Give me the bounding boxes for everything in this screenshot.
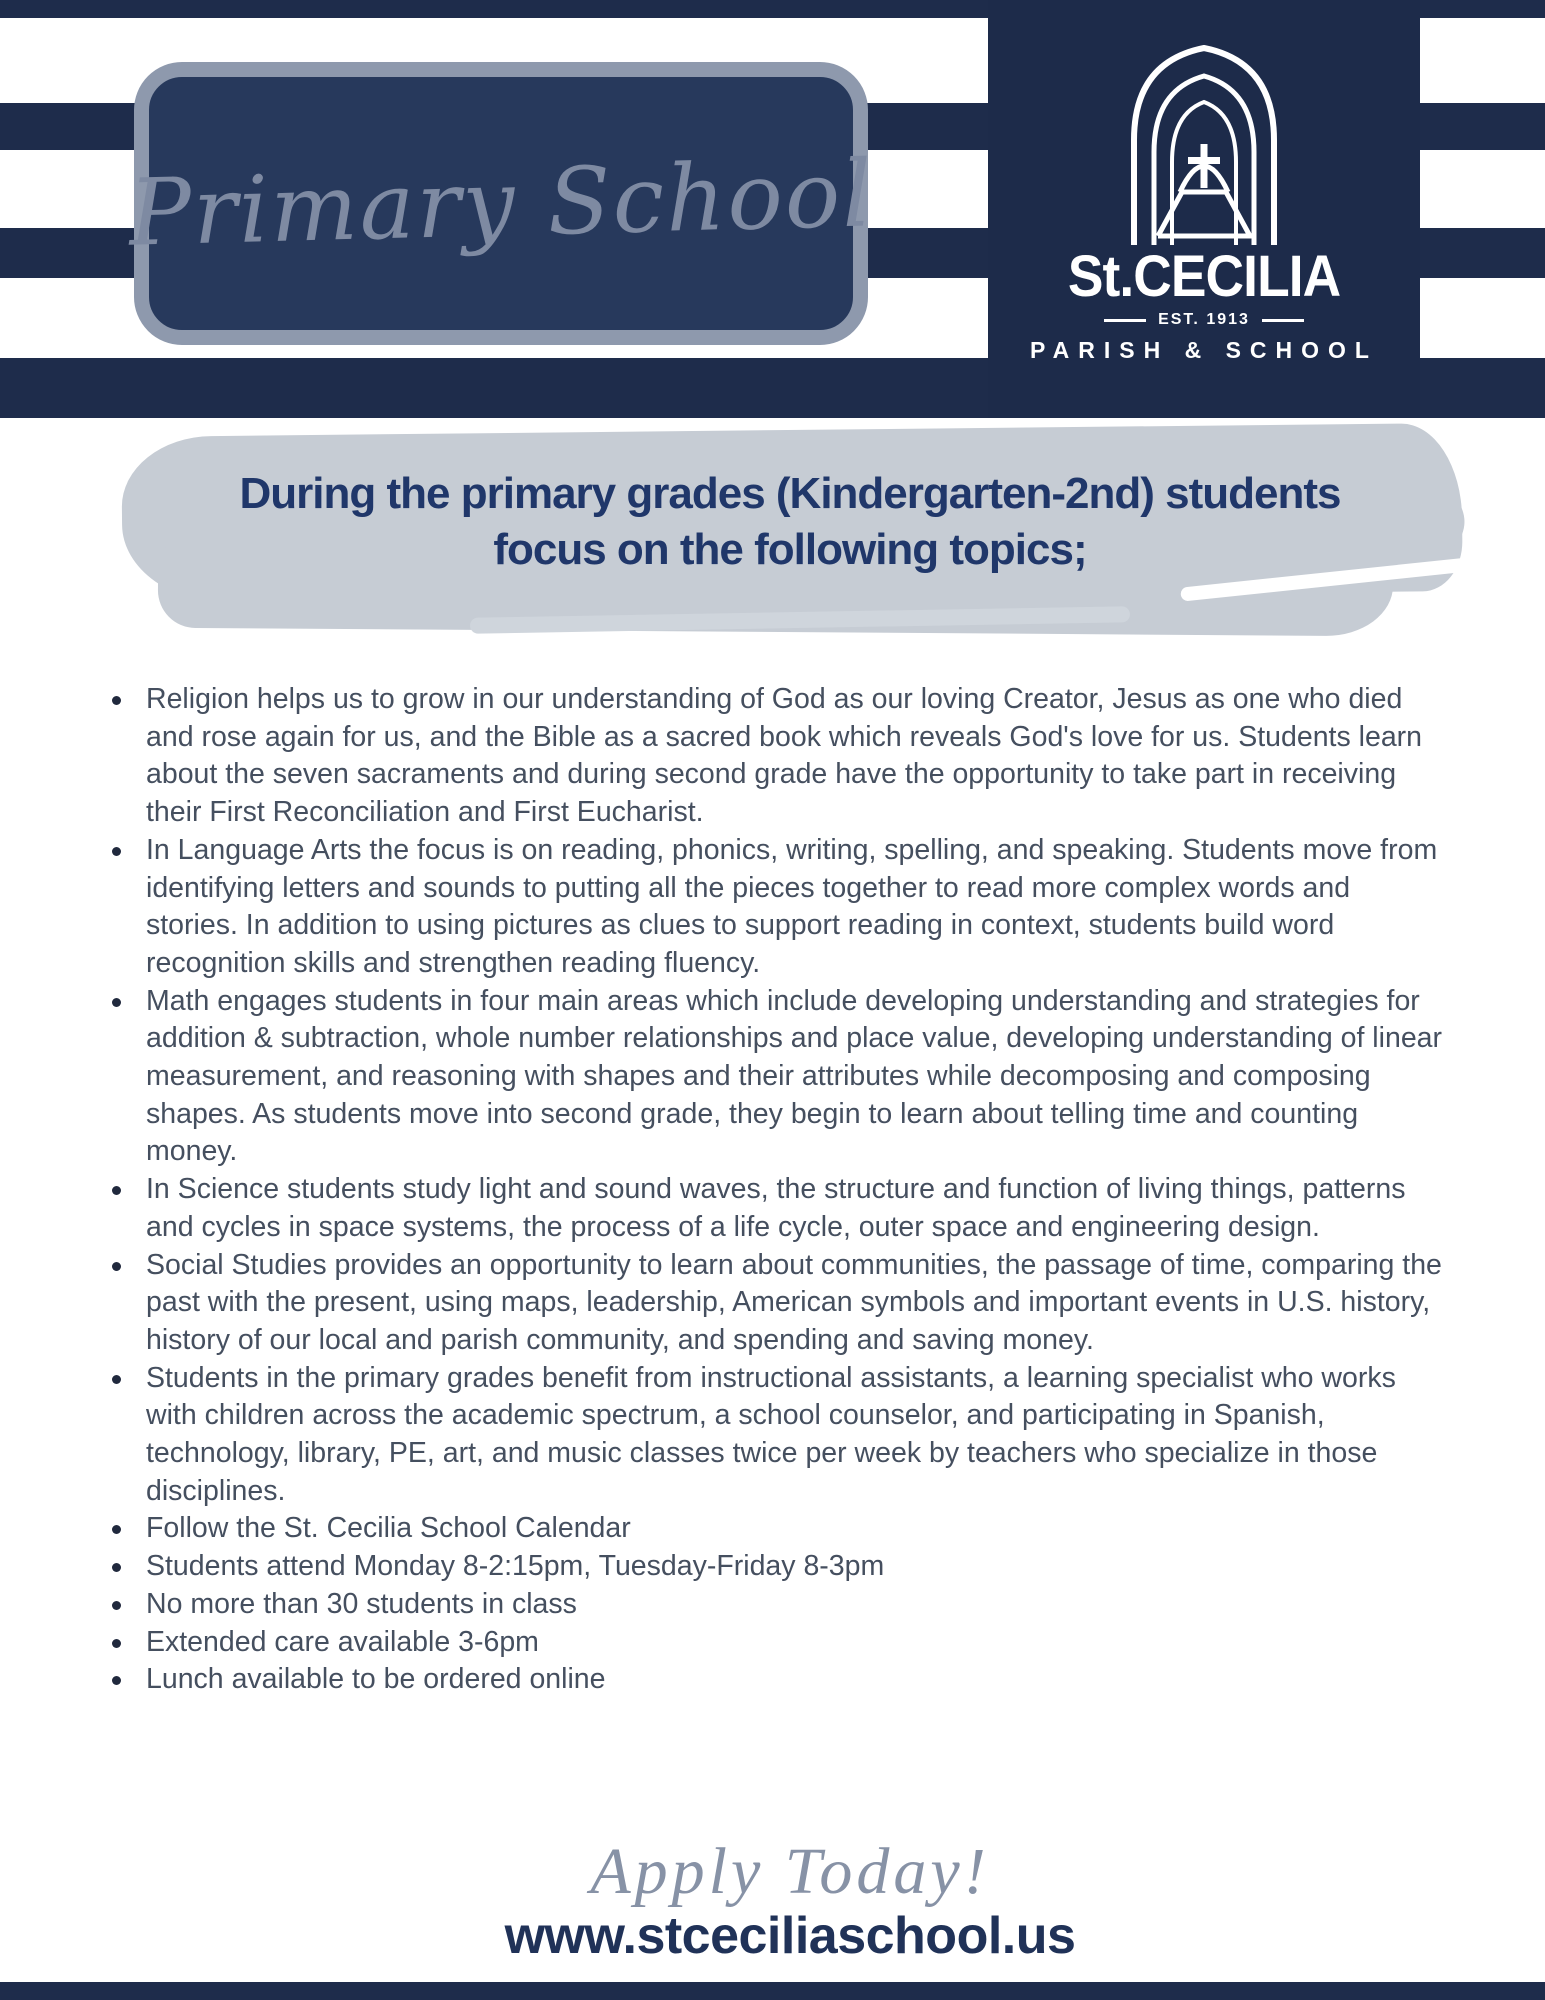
list-item: No more than 30 students in class [96,1586,1446,1624]
list-item: Students in the primary grades benefit from instructional assistants, a learning specialist who works with children across the academic spectrum, a school counselor, and participating in Spanish, technology, library, PE, art, and music classes twice per week by teachers who specialize in those disciplines. [96,1360,1446,1511]
primary-school-plaque [127,62,875,345]
dash-left [1104,319,1146,322]
church-arch-cross-icon [1119,40,1289,245]
list-item: Math engages students in four main areas which include developing understanding and strategies for addition & subtraction, whole number relationships and place value, developing understanding of linear measurement, and reasoning with shapes and their attributes while decomposing and composing shapes. As students move into second grade, they begin to learn about telling time and counting money. [96,983,1446,1172]
footer-stripe [0,1982,1545,2000]
apply-today-script: Apply Today! [590,1835,990,1908]
list-item: Social Studies provides an opportunity to learn about communities, the passage of time, comparing the past with the present, using maps, leadership, American symbols and important events in U.S. history, history of our local and parish community, and spending and saving money. [96,1247,1446,1360]
school-logo-block [988,0,1420,418]
list-item: In Language Arts the focus is on reading, phonics, writing, spelling, and speaking. Students move from identifying letters and sounds to putting all the pieces together to read more complex words and stories. In addition to using pictures as clues to support reading in context, students build word recognition skills and strengthen reading fluency. [96,832,1446,983]
list-item: Follow the St. Cecilia School Calendar [96,1510,1446,1548]
list-item: Lunch available to be ordered online [96,1661,1446,1699]
page-title-line1: During the primary grades (Kindergarten-2nd) students [239,469,1341,518]
page-title-line2: focus on the following topics; [493,525,1087,574]
list-item: Extended care available 3-6pm [96,1624,1446,1662]
list-item: Students attend Monday 8-2:15pm, Tuesday-Friday 8-3pm [96,1548,1446,1586]
school-logo-name: St.CECILIA [1067,244,1341,309]
primary-school-title: Primary School [127,140,875,267]
list-item: In Science students study light and sound waves, the structure and function of living things, patterns and cycles in space systems, the process of a life cycle, outer space and engineering design. [96,1171,1446,1246]
school-logo-tagline: PARISH & SCHOOL [1030,337,1378,363]
dash-right [1262,319,1304,322]
website-url-link[interactable]: www.stceciliaschool.us [504,1907,1076,1965]
page-title [0,466,1545,578]
established-year: EST. 1913 [1158,311,1250,328]
list-item: Religion helps us to grow in our understanding of God as our loving Creator, Jesus as one who died and rose again for us, and the Bible as a sacred book which reveals God's love for us. Students learn about the seven sacraments and during second grade have the opportunity to take part in receiving their First Reconciliation and First Eucharist. [96,681,1446,832]
established-row [1104,311,1304,329]
topics-list [96,681,1446,1699]
